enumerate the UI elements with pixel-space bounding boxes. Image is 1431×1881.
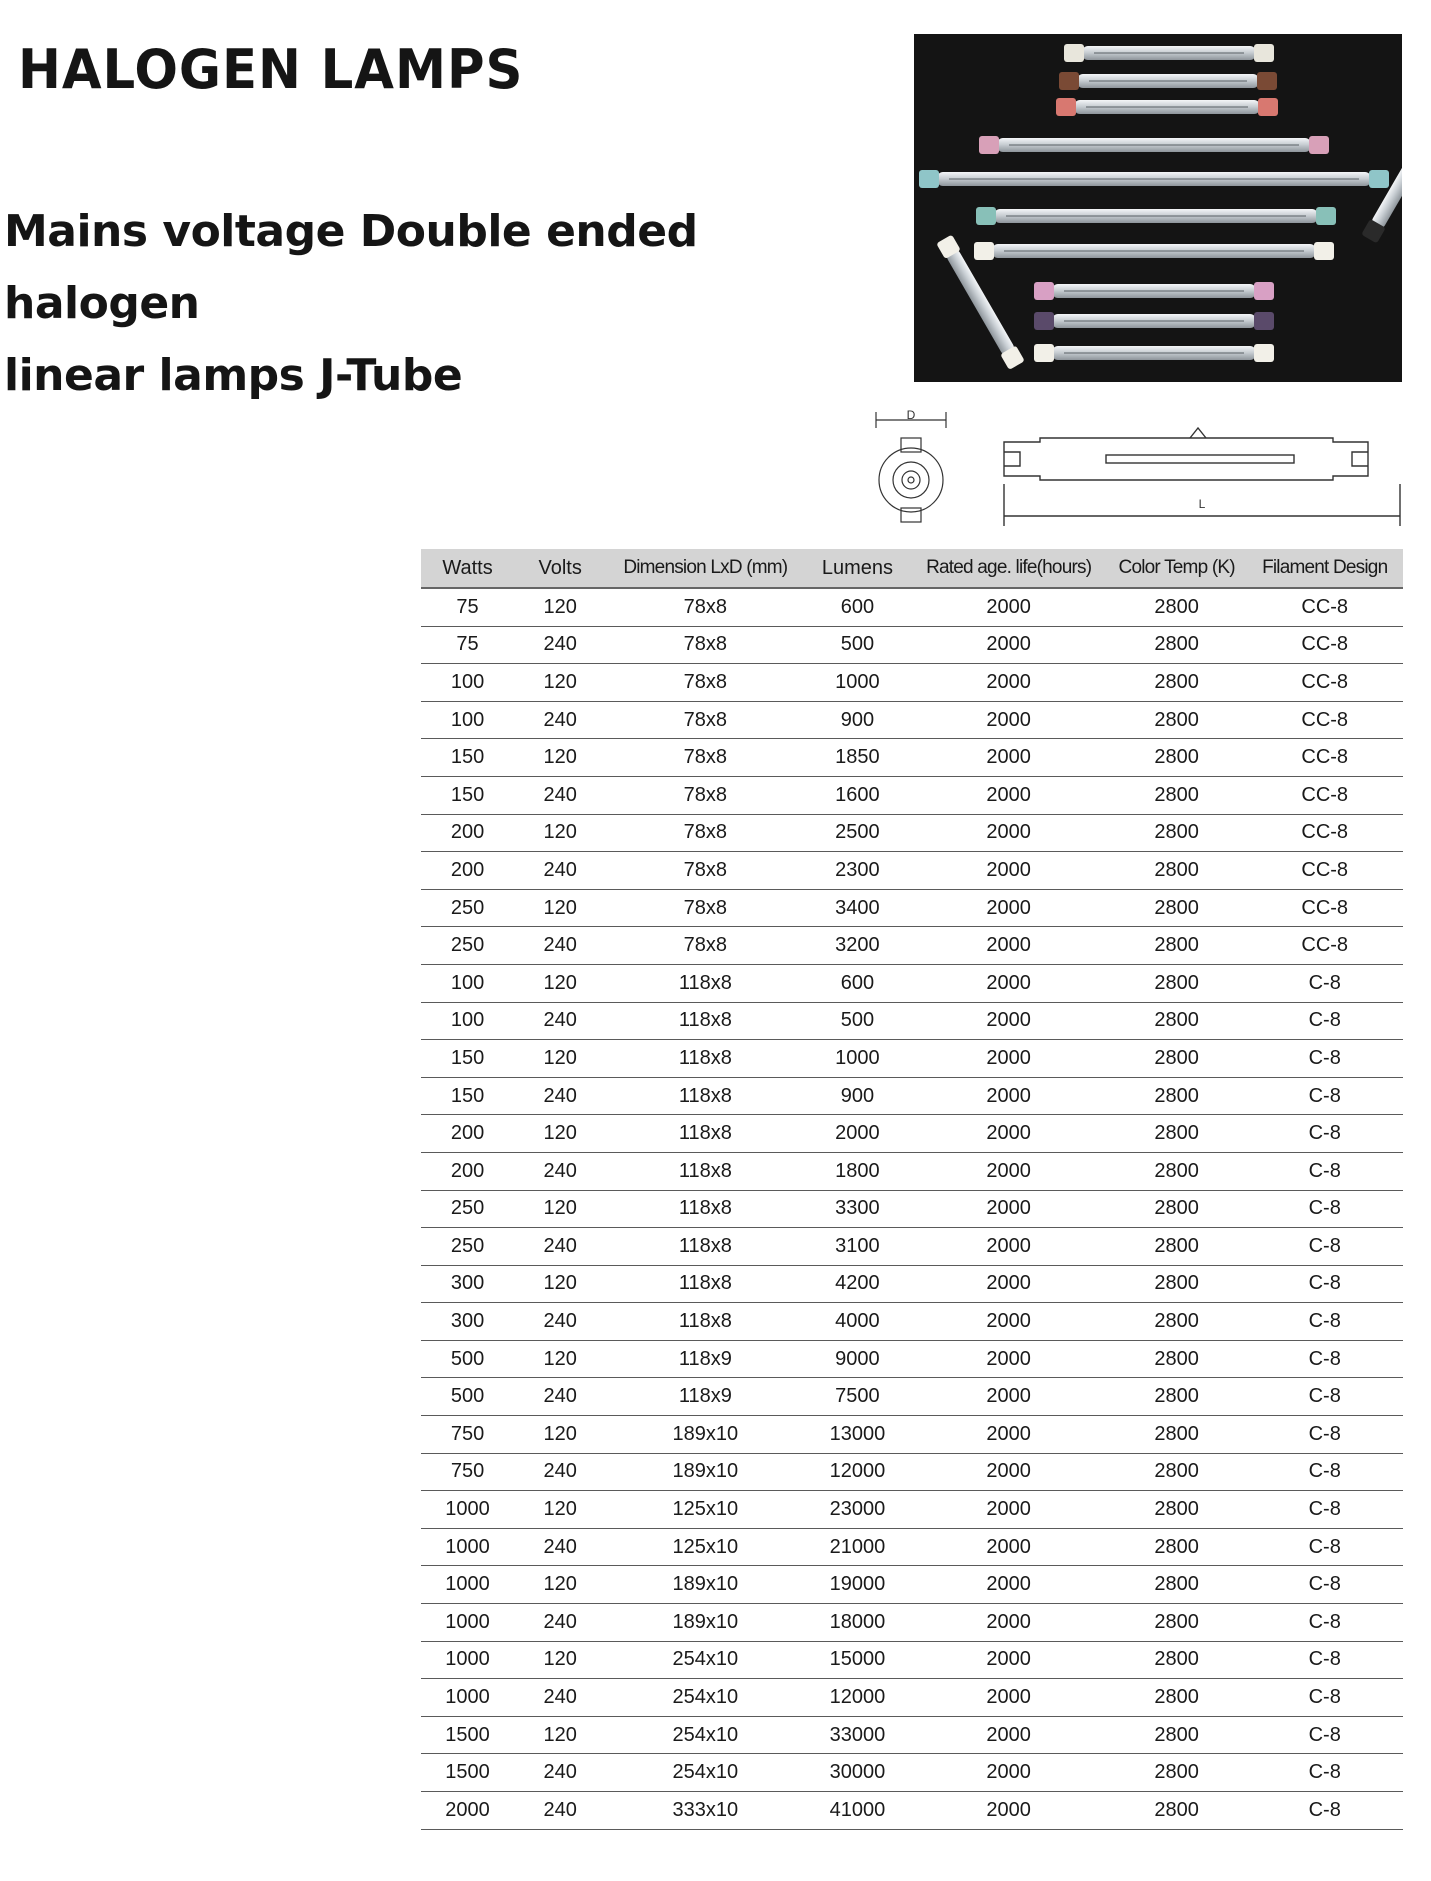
table-row <box>421 1453 1403 1491</box>
lumens-cell: 41000 <box>804 1792 910 1830</box>
color-temp-cell: 2800 <box>1107 1416 1247 1454</box>
lumens-cell: 1800 <box>804 1152 910 1190</box>
volts-cell: 240 <box>514 852 606 890</box>
watts-cell: 2000 <box>421 1792 514 1830</box>
rated-life-cell: 2000 <box>910 588 1106 626</box>
lumens-cell: 3300 <box>804 1190 910 1228</box>
header-color-temp: Color Temp (K) <box>1107 549 1247 588</box>
lumens-cell: 3100 <box>804 1228 910 1266</box>
color-temp-cell: 2800 <box>1107 1002 1247 1040</box>
rated-life-cell: 2000 <box>910 1453 1106 1491</box>
dimension-cell: 189x10 <box>606 1604 804 1642</box>
volts-cell: 120 <box>514 1040 606 1078</box>
volts-cell: 240 <box>514 1152 606 1190</box>
rated-life-cell: 2000 <box>910 1566 1106 1604</box>
rated-life-cell: 2000 <box>910 1002 1106 1040</box>
rated-life-cell: 2000 <box>910 1077 1106 1115</box>
dimension-cell: 118x9 <box>606 1378 804 1416</box>
lumens-cell: 9000 <box>804 1340 910 1378</box>
table-row <box>421 964 1403 1002</box>
product-photo <box>914 34 1402 382</box>
filament-design-cell: C-8 <box>1246 1002 1403 1040</box>
dimension-cell: 78x8 <box>606 814 804 852</box>
rated-life-cell: 2000 <box>910 1340 1106 1378</box>
dimension-cell: 78x8 <box>606 852 804 890</box>
rated-life-cell: 2000 <box>910 701 1106 739</box>
header-lumens: Lumens <box>804 549 910 588</box>
lumens-cell: 4000 <box>804 1303 910 1341</box>
table-row <box>421 1679 1403 1717</box>
filament-design-cell: C-8 <box>1246 1190 1403 1228</box>
dimension-cell: 78x8 <box>606 776 804 814</box>
filament-design-cell: C-8 <box>1246 1115 1403 1153</box>
lumens-cell: 21000 <box>804 1528 910 1566</box>
watts-cell: 1000 <box>421 1641 514 1679</box>
color-temp-cell: 2800 <box>1107 664 1247 702</box>
lumens-cell: 13000 <box>804 1416 910 1454</box>
lamp-end-view <box>876 412 946 522</box>
rated-life-cell: 2000 <box>910 1303 1106 1341</box>
watts-cell: 150 <box>421 776 514 814</box>
filament-design-cell: C-8 <box>1246 1792 1403 1830</box>
color-temp-cell: 2800 <box>1107 739 1247 777</box>
lumens-cell: 2500 <box>804 814 910 852</box>
table-row <box>421 701 1403 739</box>
filament-design-cell: CC-8 <box>1246 701 1403 739</box>
lumens-cell: 7500 <box>804 1378 910 1416</box>
watts-cell: 1000 <box>421 1528 514 1566</box>
lumens-cell: 600 <box>804 588 910 626</box>
rated-life-cell: 2000 <box>910 1754 1106 1792</box>
rated-life-cell: 2000 <box>910 964 1106 1002</box>
color-temp-cell: 2800 <box>1107 1716 1247 1754</box>
color-temp-cell: 2800 <box>1107 1152 1247 1190</box>
watts-cell: 100 <box>421 701 514 739</box>
page-title: HALOGEN LAMPS <box>18 38 524 101</box>
dimension-cell: 125x10 <box>606 1491 804 1529</box>
filament-design-cell: CC-8 <box>1246 776 1403 814</box>
lamp-side-view <box>1004 428 1400 526</box>
table-row <box>421 1754 1403 1792</box>
volts-cell: 240 <box>514 1378 606 1416</box>
header-volts: Volts <box>514 549 606 588</box>
volts-cell: 120 <box>514 1340 606 1378</box>
dimension-cell: 118x8 <box>606 1115 804 1153</box>
table-row <box>421 1077 1403 1115</box>
table-row <box>421 1040 1403 1078</box>
rated-life-cell: 2000 <box>910 739 1106 777</box>
watts-cell: 200 <box>421 1115 514 1153</box>
watts-cell: 250 <box>421 1228 514 1266</box>
color-temp-cell: 2800 <box>1107 964 1247 1002</box>
color-temp-cell: 2800 <box>1107 1303 1247 1341</box>
color-temp-cell: 2800 <box>1107 1491 1247 1529</box>
lumens-cell: 500 <box>804 626 910 664</box>
lumens-cell: 15000 <box>804 1641 910 1679</box>
watts-cell: 200 <box>421 1152 514 1190</box>
table-row <box>421 1716 1403 1754</box>
lumens-cell: 1850 <box>804 739 910 777</box>
rated-life-cell: 2000 <box>910 1265 1106 1303</box>
lamp-tube <box>1034 282 1274 300</box>
subtitle-line-2: linear lamps J-Tube <box>4 350 463 401</box>
color-temp-cell: 2800 <box>1107 1641 1247 1679</box>
lumens-cell: 600 <box>804 964 910 1002</box>
filament-design-cell: C-8 <box>1246 1340 1403 1378</box>
volts-cell: 120 <box>514 1641 606 1679</box>
dimension-cell: 189x10 <box>606 1453 804 1491</box>
lumens-cell: 18000 <box>804 1604 910 1642</box>
rated-life-cell: 2000 <box>910 852 1106 890</box>
dimension-cell: 254x10 <box>606 1754 804 1792</box>
watts-cell: 1000 <box>421 1491 514 1529</box>
lumens-cell: 2000 <box>804 1115 910 1153</box>
rated-life-cell: 2000 <box>910 1491 1106 1529</box>
volts-cell: 120 <box>514 664 606 702</box>
dimension-cell: 254x10 <box>606 1716 804 1754</box>
dimension-cell: 189x10 <box>606 1416 804 1454</box>
filament-design-cell: C-8 <box>1246 1416 1403 1454</box>
table-row <box>421 1265 1403 1303</box>
color-temp-cell: 2800 <box>1107 1077 1247 1115</box>
rated-life-cell: 2000 <box>910 927 1106 965</box>
filament-design-cell: C-8 <box>1246 1303 1403 1341</box>
dimension-cell: 118x8 <box>606 964 804 1002</box>
specification-table <box>421 549 1403 1830</box>
table-row <box>421 1002 1403 1040</box>
color-temp-cell: 2800 <box>1107 889 1247 927</box>
dimension-cell: 118x8 <box>606 1265 804 1303</box>
volts-cell: 240 <box>514 1528 606 1566</box>
filament-design-cell: C-8 <box>1246 1040 1403 1078</box>
table-row <box>421 588 1403 626</box>
dimension-cell: 189x10 <box>606 1566 804 1604</box>
volts-cell: 240 <box>514 776 606 814</box>
color-temp-cell: 2800 <box>1107 1792 1247 1830</box>
color-temp-cell: 2800 <box>1107 1604 1247 1642</box>
color-temp-cell: 2800 <box>1107 814 1247 852</box>
lumens-cell: 4200 <box>804 1265 910 1303</box>
volts-cell: 240 <box>514 1453 606 1491</box>
filament-design-cell: C-8 <box>1246 1378 1403 1416</box>
filament-design-cell: CC-8 <box>1246 814 1403 852</box>
dimension-cell: 118x9 <box>606 1340 804 1378</box>
watts-cell: 150 <box>421 739 514 777</box>
lamp-dimension-diagram <box>868 408 1408 526</box>
watts-cell: 100 <box>421 664 514 702</box>
dimension-cell: 78x8 <box>606 701 804 739</box>
color-temp-cell: 2800 <box>1107 1228 1247 1266</box>
volts-cell: 240 <box>514 626 606 664</box>
volts-cell: 120 <box>514 739 606 777</box>
volts-cell: 120 <box>514 588 606 626</box>
volts-cell: 120 <box>514 1416 606 1454</box>
filament-design-cell: C-8 <box>1246 1077 1403 1115</box>
dimension-cell: 78x8 <box>606 927 804 965</box>
table-row <box>421 1528 1403 1566</box>
color-temp-cell: 2800 <box>1107 852 1247 890</box>
dimension-cell: 118x8 <box>606 1190 804 1228</box>
page-subtitle <box>4 196 864 412</box>
dimension-cell: 118x8 <box>606 1002 804 1040</box>
lamp-tube <box>1056 98 1278 116</box>
dimension-cell: 118x8 <box>606 1228 804 1266</box>
filament-design-cell: C-8 <box>1246 1754 1403 1792</box>
filament-design-cell: CC-8 <box>1246 626 1403 664</box>
volts-cell: 240 <box>514 1002 606 1040</box>
table-row <box>421 1303 1403 1341</box>
table-row <box>421 1604 1403 1642</box>
table-row <box>421 1152 1403 1190</box>
length-label: L <box>1198 497 1206 511</box>
rated-life-cell: 2000 <box>910 1115 1106 1153</box>
watts-cell: 250 <box>421 927 514 965</box>
table-row <box>421 1641 1403 1679</box>
filament-design-cell: CC-8 <box>1246 852 1403 890</box>
filament-design-cell: C-8 <box>1246 964 1403 1002</box>
color-temp-cell: 2800 <box>1107 588 1247 626</box>
table-row <box>421 1228 1403 1266</box>
rated-life-cell: 2000 <box>910 889 1106 927</box>
watts-cell: 150 <box>421 1040 514 1078</box>
rated-life-cell: 2000 <box>910 1190 1106 1228</box>
watts-cell: 1500 <box>421 1716 514 1754</box>
table-row <box>421 1792 1403 1830</box>
watts-cell: 750 <box>421 1416 514 1454</box>
halogen-lamps-image <box>914 34 1402 382</box>
watts-cell: 1000 <box>421 1679 514 1717</box>
rated-life-cell: 2000 <box>910 1679 1106 1717</box>
rated-life-cell: 2000 <box>910 1040 1106 1078</box>
lumens-cell: 1000 <box>804 664 910 702</box>
color-temp-cell: 2800 <box>1107 1679 1247 1717</box>
lamp-tube <box>974 242 1334 260</box>
watts-cell: 1000 <box>421 1566 514 1604</box>
filament-design-cell: C-8 <box>1246 1491 1403 1529</box>
lumens-cell: 900 <box>804 701 910 739</box>
rated-life-cell: 2000 <box>910 1528 1106 1566</box>
lumens-cell: 12000 <box>804 1453 910 1491</box>
watts-cell: 100 <box>421 1002 514 1040</box>
filament-design-cell: C-8 <box>1246 1453 1403 1491</box>
volts-cell: 240 <box>514 1077 606 1115</box>
color-temp-cell: 2800 <box>1107 1378 1247 1416</box>
color-temp-cell: 2800 <box>1107 1528 1247 1566</box>
color-temp-cell: 2800 <box>1107 1115 1247 1153</box>
filament-design-cell: C-8 <box>1246 1716 1403 1754</box>
lumens-cell: 900 <box>804 1077 910 1115</box>
lumens-cell: 19000 <box>804 1566 910 1604</box>
dimension-cell: 78x8 <box>606 588 804 626</box>
rated-life-cell: 2000 <box>910 1152 1106 1190</box>
watts-cell: 500 <box>421 1378 514 1416</box>
filament-design-cell: C-8 <box>1246 1679 1403 1717</box>
volts-cell: 120 <box>514 1115 606 1153</box>
rated-life-cell: 2000 <box>910 1641 1106 1679</box>
watts-cell: 750 <box>421 1453 514 1491</box>
color-temp-cell: 2800 <box>1107 1040 1247 1078</box>
table-row <box>421 1340 1403 1378</box>
volts-cell: 240 <box>514 1792 606 1830</box>
table-row <box>421 1378 1403 1416</box>
lamp-tube <box>1034 344 1274 362</box>
header-rated-life: Rated age. life(hours) <box>910 549 1106 588</box>
volts-cell: 240 <box>514 927 606 965</box>
dimension-cell: 125x10 <box>606 1528 804 1566</box>
rated-life-cell: 2000 <box>910 1716 1106 1754</box>
watts-cell: 250 <box>421 1190 514 1228</box>
watts-cell: 1500 <box>421 1754 514 1792</box>
volts-cell: 240 <box>514 1754 606 1792</box>
watts-cell: 150 <box>421 1077 514 1115</box>
filament-design-cell: CC-8 <box>1246 889 1403 927</box>
volts-cell: 120 <box>514 1491 606 1529</box>
table-row <box>421 1416 1403 1454</box>
lumens-cell: 2300 <box>804 852 910 890</box>
filament-design-cell: C-8 <box>1246 1641 1403 1679</box>
filament-design-cell: CC-8 <box>1246 588 1403 626</box>
table-row <box>421 664 1403 702</box>
volts-cell: 240 <box>514 701 606 739</box>
color-temp-cell: 2800 <box>1107 701 1247 739</box>
volts-cell: 120 <box>514 1265 606 1303</box>
dimension-cell: 118x8 <box>606 1303 804 1341</box>
lamp-tube <box>1034 312 1274 330</box>
lamp-tube <box>919 170 1389 188</box>
lumens-cell: 30000 <box>804 1754 910 1792</box>
table-row <box>421 1115 1403 1153</box>
filament-design-cell: C-8 <box>1246 1604 1403 1642</box>
watts-cell: 300 <box>421 1265 514 1303</box>
watts-cell: 250 <box>421 889 514 927</box>
table-header-row <box>421 549 1403 588</box>
color-temp-cell: 2800 <box>1107 1453 1247 1491</box>
dimension-cell: 333x10 <box>606 1792 804 1830</box>
header-dimension: Dimension LxD (mm) <box>606 549 804 588</box>
rated-life-cell: 2000 <box>910 814 1106 852</box>
watts-cell: 300 <box>421 1303 514 1341</box>
rated-life-cell: 2000 <box>910 1792 1106 1830</box>
table-row <box>421 739 1403 777</box>
filament-design-cell: CC-8 <box>1246 927 1403 965</box>
lumens-cell: 33000 <box>804 1716 910 1754</box>
table-row <box>421 1566 1403 1604</box>
watts-cell: 75 <box>421 588 514 626</box>
rated-life-cell: 2000 <box>910 776 1106 814</box>
lumens-cell: 500 <box>804 1002 910 1040</box>
volts-cell: 120 <box>514 1716 606 1754</box>
table-row <box>421 626 1403 664</box>
lamp-tube <box>1064 44 1274 62</box>
dimension-cell: 118x8 <box>606 1077 804 1115</box>
filament-design-cell: CC-8 <box>1246 739 1403 777</box>
watts-cell: 200 <box>421 852 514 890</box>
subtitle-line-1: Mains voltage Double ended halogen <box>4 206 698 329</box>
table-row <box>421 814 1403 852</box>
volts-cell: 120 <box>514 964 606 1002</box>
rated-life-cell: 2000 <box>910 1378 1106 1416</box>
lumens-cell: 12000 <box>804 1679 910 1717</box>
table-row <box>421 927 1403 965</box>
watts-cell: 200 <box>421 814 514 852</box>
dimension-cell: 118x8 <box>606 1152 804 1190</box>
volts-cell: 120 <box>514 889 606 927</box>
table-row <box>421 889 1403 927</box>
volts-cell: 120 <box>514 814 606 852</box>
volts-cell: 240 <box>514 1679 606 1717</box>
rated-life-cell: 2000 <box>910 1416 1106 1454</box>
lumens-cell: 3400 <box>804 889 910 927</box>
filament-design-cell: C-8 <box>1246 1566 1403 1604</box>
lumens-cell: 1000 <box>804 1040 910 1078</box>
color-temp-cell: 2800 <box>1107 1265 1247 1303</box>
rated-life-cell: 2000 <box>910 1604 1106 1642</box>
table-row <box>421 776 1403 814</box>
rated-life-cell: 2000 <box>910 626 1106 664</box>
lumens-cell: 3200 <box>804 927 910 965</box>
color-temp-cell: 2800 <box>1107 927 1247 965</box>
volts-cell: 120 <box>514 1566 606 1604</box>
rated-life-cell: 2000 <box>910 664 1106 702</box>
filament-design-cell: C-8 <box>1246 1152 1403 1190</box>
color-temp-cell: 2800 <box>1107 1566 1247 1604</box>
lumens-cell: 23000 <box>804 1491 910 1529</box>
lumens-cell: 1600 <box>804 776 910 814</box>
volts-cell: 240 <box>514 1228 606 1266</box>
color-temp-cell: 2800 <box>1107 626 1247 664</box>
dimension-cell: 78x8 <box>606 664 804 702</box>
watts-cell: 500 <box>421 1340 514 1378</box>
diameter-label: D <box>906 408 916 422</box>
filament-design-cell: CC-8 <box>1246 664 1403 702</box>
rated-life-cell: 2000 <box>910 1228 1106 1266</box>
table-row <box>421 1190 1403 1228</box>
filament-design-cell: C-8 <box>1246 1528 1403 1566</box>
table-row <box>421 852 1403 890</box>
filament-design-cell: C-8 <box>1246 1265 1403 1303</box>
header-filament-design: Filament Design <box>1246 549 1403 588</box>
dimension-cell: 254x10 <box>606 1679 804 1717</box>
filament-design-cell: C-8 <box>1246 1228 1403 1266</box>
lamp-tube <box>1059 72 1277 90</box>
lamp-tube <box>976 207 1336 225</box>
volts-cell: 120 <box>514 1190 606 1228</box>
dimension-cell: 118x8 <box>606 1040 804 1078</box>
table-body <box>421 588 1403 1829</box>
watts-cell: 75 <box>421 626 514 664</box>
dimension-cell: 78x8 <box>606 626 804 664</box>
volts-cell: 240 <box>514 1604 606 1642</box>
dimension-cell: 78x8 <box>606 739 804 777</box>
color-temp-cell: 2800 <box>1107 1340 1247 1378</box>
watts-cell: 1000 <box>421 1604 514 1642</box>
dimension-cell: 254x10 <box>606 1641 804 1679</box>
dimension-cell: 78x8 <box>606 889 804 927</box>
color-temp-cell: 2800 <box>1107 1190 1247 1228</box>
table-row <box>421 1491 1403 1529</box>
watts-cell: 100 <box>421 964 514 1002</box>
color-temp-cell: 2800 <box>1107 776 1247 814</box>
color-temp-cell: 2800 <box>1107 1754 1247 1792</box>
lamp-tube <box>979 136 1329 154</box>
volts-cell: 240 <box>514 1303 606 1341</box>
header-watts: Watts <box>421 549 514 588</box>
